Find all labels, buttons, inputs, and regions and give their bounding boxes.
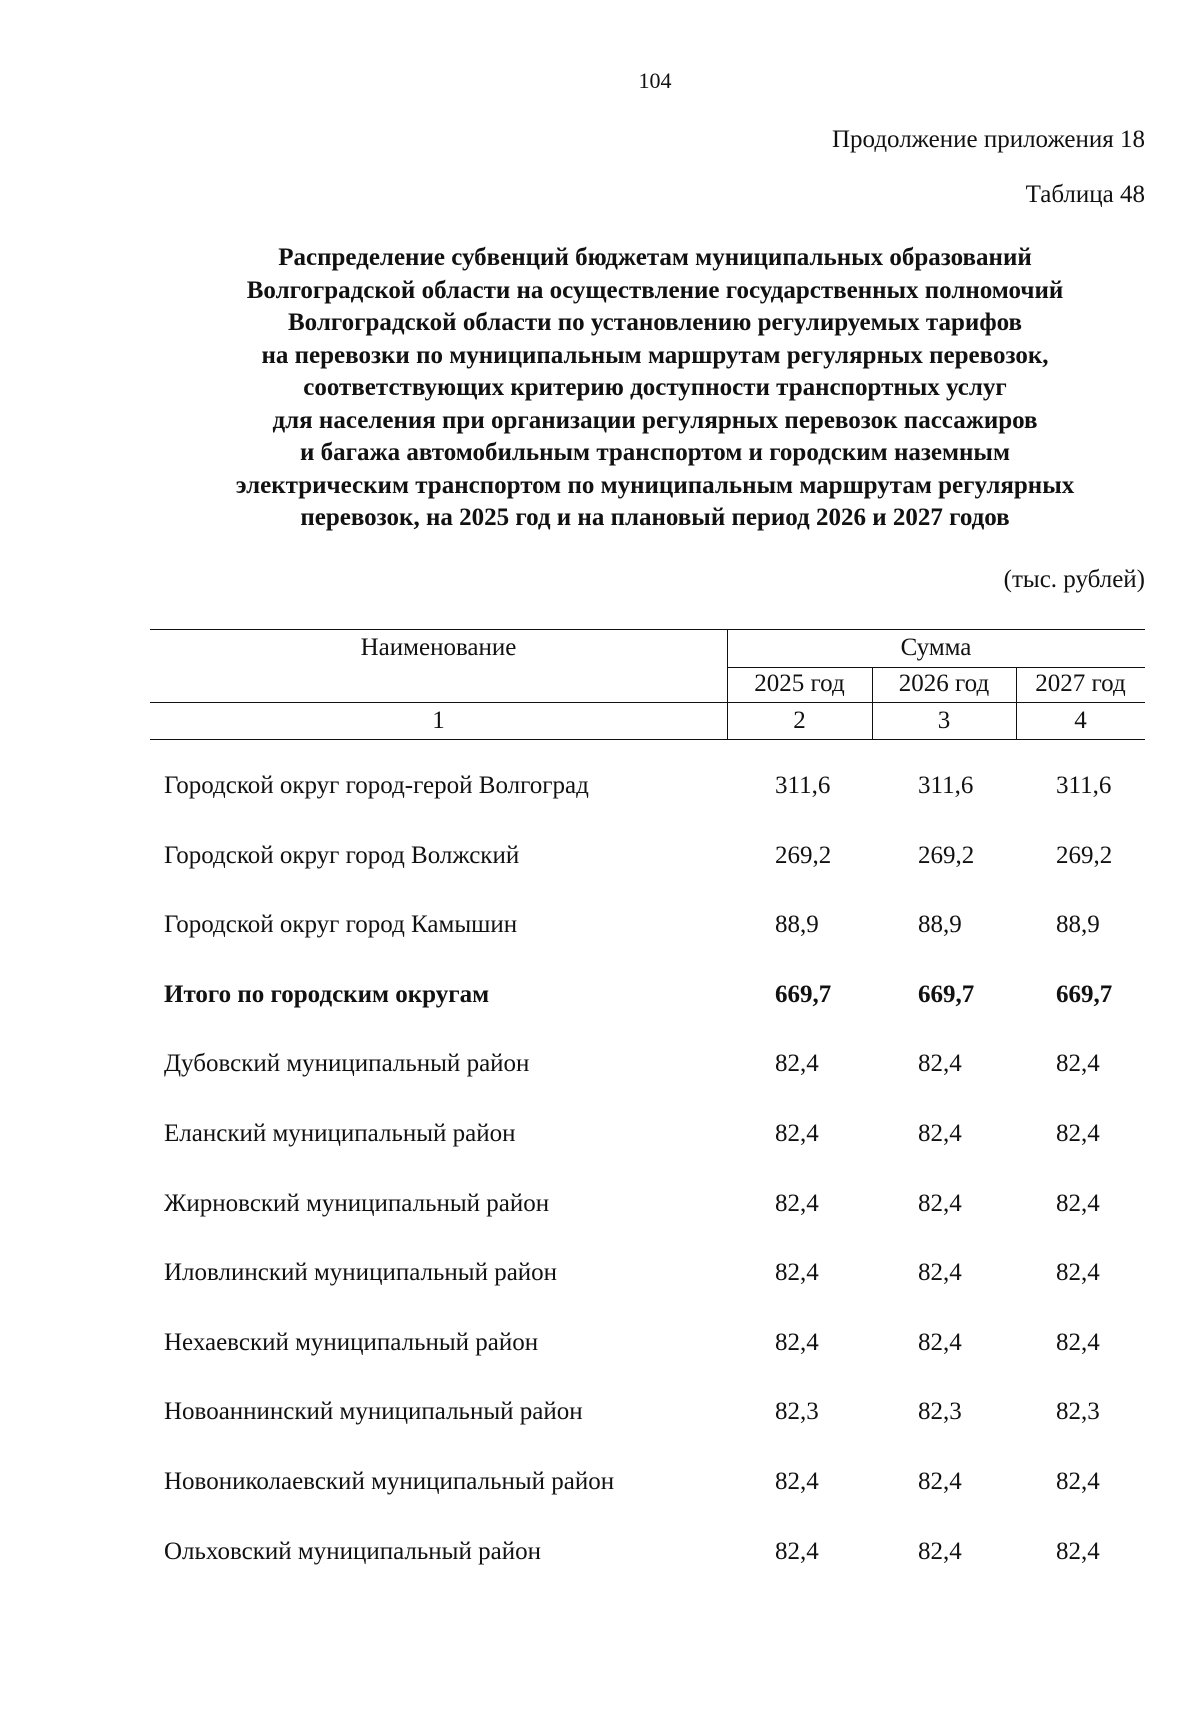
document-title bbox=[150, 242, 1160, 535]
row-value-2025: 82,4 bbox=[775, 1050, 819, 1078]
title-line: Волгоградской области по установлению регулируемых тарифов bbox=[288, 309, 1022, 336]
row-value-2026: 311,6 bbox=[918, 772, 974, 799]
header-top-rule bbox=[150, 629, 1145, 630]
row-value-2026: 82,4 bbox=[918, 1050, 962, 1078]
row-value-2027: 88,9 bbox=[1056, 911, 1100, 939]
row-value-2026: 82,4 bbox=[918, 1259, 962, 1287]
row-value-2027: 82,4 bbox=[1056, 1328, 1100, 1356]
header-name: Наименование bbox=[360, 634, 517, 661]
row-value-2025: 82,4 bbox=[775, 1467, 819, 1495]
row-name: Жирновский муниципальный район bbox=[164, 1189, 550, 1217]
row-value-2027: 82,4 bbox=[1056, 1119, 1100, 1147]
header-bottom-rule bbox=[150, 739, 1145, 740]
row-value-2027: 82,4 bbox=[1056, 1189, 1100, 1217]
row-value-2027: 82,4 bbox=[1056, 1259, 1100, 1287]
row-name: Городской округ город Волжский bbox=[164, 841, 520, 869]
title-line: для населения при организации регулярных перевозок пассажиров bbox=[272, 406, 1038, 434]
appendix-label: Продолжение приложения 18 bbox=[831, 126, 1145, 153]
title-line: на перевозки по муниципальным маршрутам регулярных перевозок, bbox=[261, 341, 1049, 369]
page-number: 104 bbox=[638, 68, 672, 93]
row-value-2025: 311,6 bbox=[775, 772, 831, 799]
row-value-2027: 669,7 bbox=[1056, 980, 1113, 1008]
column-number-4: 4 bbox=[1074, 707, 1087, 734]
row-name: Городской округ город-герой Волгоград bbox=[164, 772, 589, 799]
table-row bbox=[150, 1178, 1145, 1248]
row-value-2027: 82,4 bbox=[1056, 1050, 1100, 1078]
column-number-1: 1 bbox=[432, 707, 445, 734]
header-sum-rule bbox=[727, 667, 1145, 668]
title-line: и багажа автомобильным транспортом и городским наземным bbox=[300, 439, 1010, 466]
table-row bbox=[150, 1038, 1145, 1108]
table-row bbox=[150, 1456, 1145, 1526]
row-value-2027: 82,4 bbox=[1056, 1537, 1100, 1565]
table-row bbox=[150, 1108, 1145, 1178]
row-value-2026: 82,4 bbox=[918, 1328, 962, 1356]
row-name: Городской округ город Камышин bbox=[164, 911, 518, 939]
header-years-rule bbox=[150, 702, 1145, 703]
table-row bbox=[150, 899, 1145, 969]
row-name: Иловлинский муниципальный район bbox=[164, 1259, 558, 1287]
header-year-2025: 2025 год bbox=[754, 670, 845, 697]
header-year-2027: 2027 год bbox=[1035, 670, 1126, 697]
row-name: Еланский муниципальный район bbox=[164, 1119, 516, 1147]
title-line: Волгоградской области на осуществление государственных полномочий bbox=[246, 276, 1064, 304]
table-row bbox=[150, 1386, 1145, 1456]
row-value-2025: 88,9 bbox=[775, 911, 819, 939]
table-row bbox=[150, 830, 1145, 900]
row-value-2026: 82,4 bbox=[918, 1537, 962, 1565]
row-value-2026: 82,4 bbox=[918, 1119, 962, 1147]
row-name: Ольховский муниципальный район bbox=[164, 1537, 541, 1565]
row-value-2025: 82,4 bbox=[775, 1259, 819, 1287]
row-name: Новоаннинский муниципальный район bbox=[164, 1398, 583, 1426]
row-value-2025: 82,4 bbox=[775, 1328, 819, 1356]
header-year-2026: 2026 год bbox=[898, 670, 990, 697]
row-value-2025: 669,7 bbox=[775, 980, 832, 1008]
table-row bbox=[150, 1247, 1145, 1317]
table-row bbox=[150, 1317, 1145, 1387]
row-value-2025: 82,4 bbox=[775, 1119, 819, 1147]
row-value-2026: 669,7 bbox=[918, 980, 975, 1008]
row-value-2027: 269,2 bbox=[1056, 841, 1113, 869]
title-line: электрическим транспортом по муниципальным маршрутам регулярных bbox=[235, 471, 1075, 499]
column-number-3: 3 bbox=[937, 707, 951, 734]
row-value-2027: 82,3 bbox=[1056, 1398, 1100, 1426]
table-label: Таблица 48 bbox=[1025, 181, 1145, 208]
row-value-2026: 269,2 bbox=[918, 841, 975, 869]
row-value-2027: 82,4 bbox=[1056, 1467, 1100, 1495]
row-name: Дубовский муниципальный район bbox=[164, 1050, 530, 1078]
title-line: перевозок, на 2025 год и на плановый период 2026 и 2027 годов bbox=[300, 504, 1010, 531]
row-value-2025: 269,2 bbox=[775, 841, 832, 869]
column-number-2: 2 bbox=[793, 707, 806, 734]
table-row bbox=[150, 760, 1145, 830]
row-name: Нехаевский муниципальный район bbox=[164, 1328, 539, 1356]
table-row-total bbox=[150, 969, 1145, 1039]
row-value-2026: 82,4 bbox=[918, 1189, 962, 1217]
header-sum: Сумма bbox=[900, 634, 972, 661]
row-value-2025: 82,4 bbox=[775, 1189, 819, 1217]
units-label: (тыс. рублей) bbox=[1003, 566, 1145, 593]
table-body bbox=[150, 760, 1145, 1595]
row-value-2027: 311,6 bbox=[1056, 772, 1112, 799]
row-name: Итого по городским округам bbox=[164, 980, 490, 1008]
row-value-2026: 82,3 bbox=[918, 1398, 962, 1426]
row-value-2026: 82,4 bbox=[918, 1467, 962, 1495]
table-header bbox=[150, 629, 1145, 740]
row-value-2025: 82,4 bbox=[775, 1537, 819, 1565]
row-value-2025: 82,3 bbox=[775, 1398, 819, 1426]
title-line: Распределение субвенций бюджетам муниципальных образований bbox=[278, 244, 1032, 271]
title-line: соответствующих критерию доступности транспортных услуг bbox=[303, 374, 1007, 401]
table-row bbox=[150, 1526, 1145, 1596]
row-name: Новониколаевский муниципальный район bbox=[164, 1467, 615, 1495]
row-value-2026: 88,9 bbox=[918, 911, 962, 939]
